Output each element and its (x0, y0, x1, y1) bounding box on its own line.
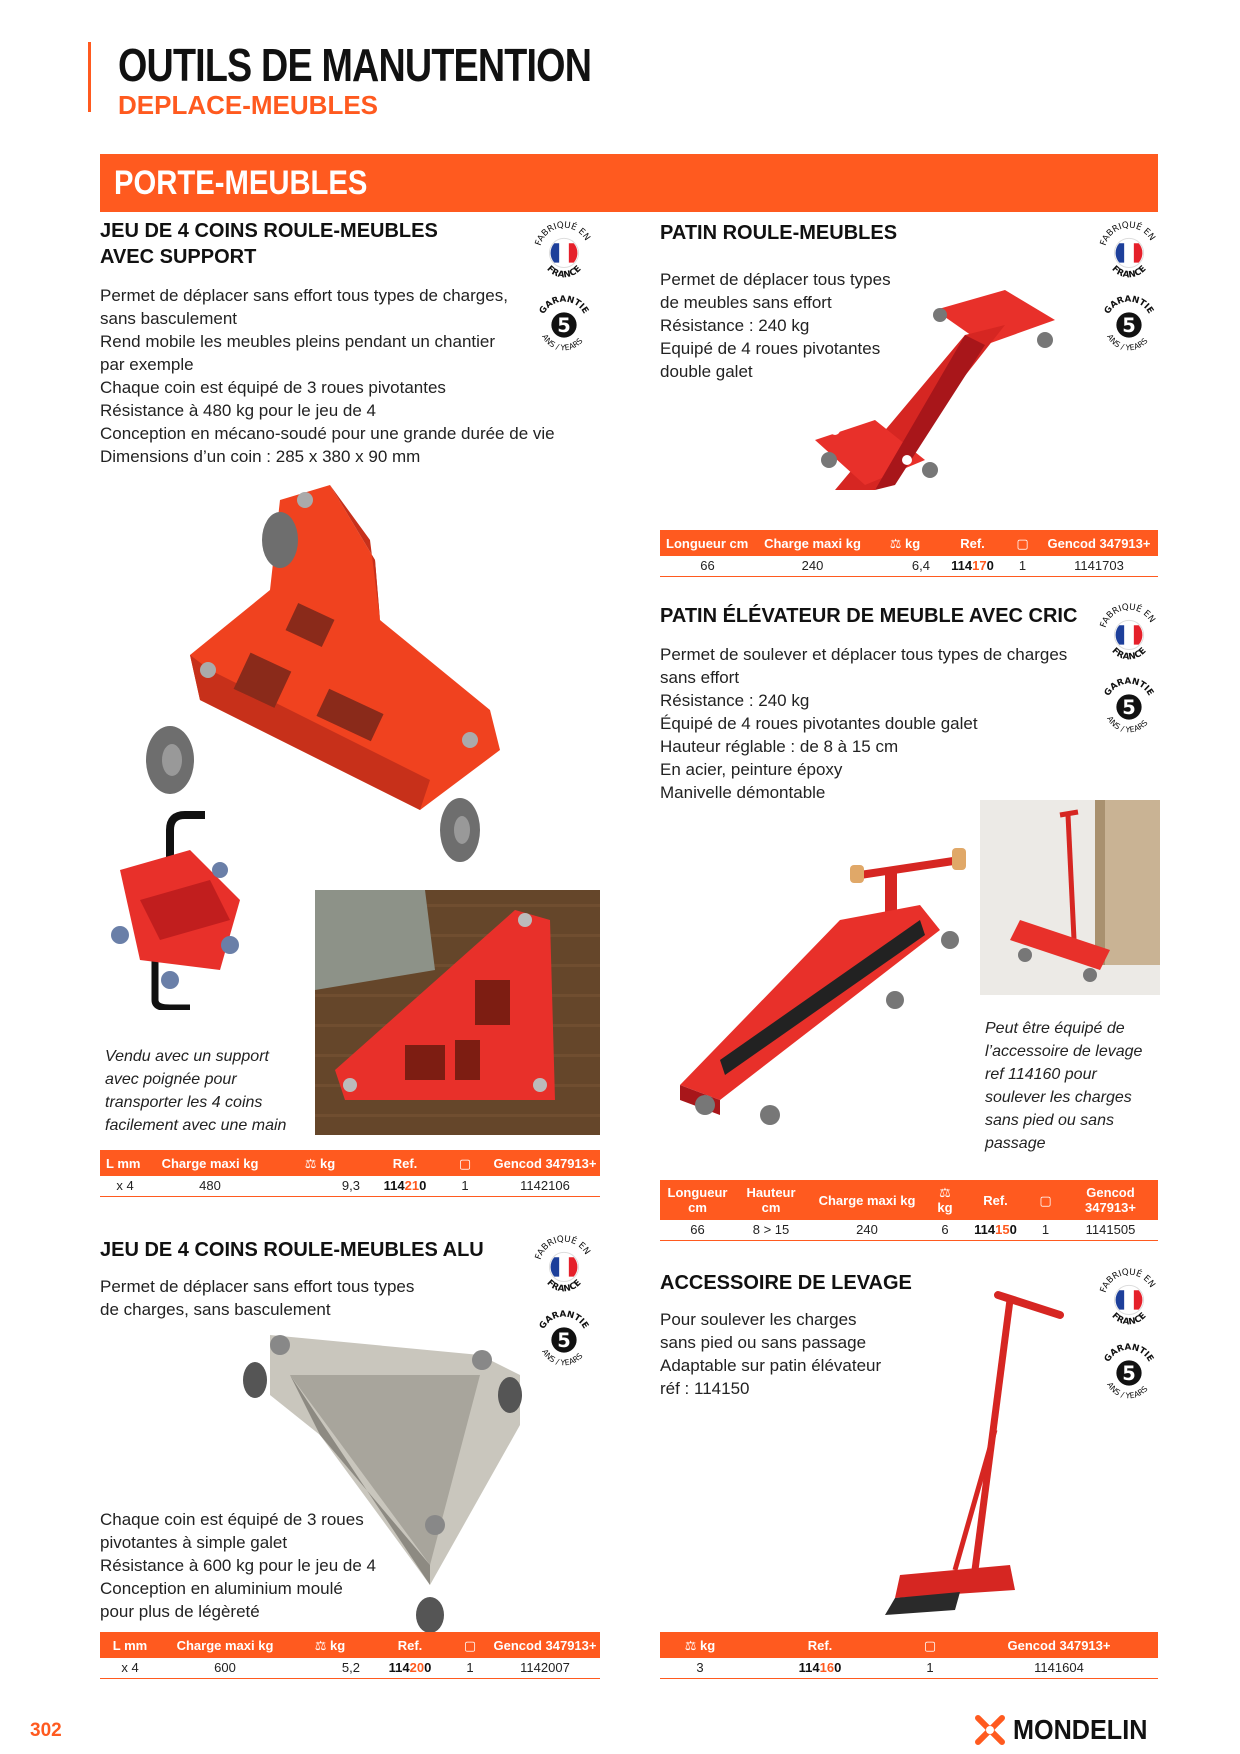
weight-icon: ⚖ kg (660, 1632, 740, 1658)
svg-text:5: 5 (1122, 695, 1136, 719)
svg-text:GARANTIE: GARANTIE (1102, 1342, 1156, 1365)
lifting-skate-with-jack-image (660, 810, 980, 1140)
svg-text:GARANTIE: GARANTIE (537, 1309, 591, 1332)
spec-table-accessoire: ⚖ kg Ref. ▢ Gencod 347913+ 3 114160 1 1141604 (660, 1632, 1158, 1679)
svg-text:FABRIQUÉ EN: FABRIQUÉ EN (533, 220, 592, 247)
brand-mark-icon (975, 1715, 1005, 1745)
page-title: OUTILS DE MANUTENTION (118, 39, 592, 91)
header-accent-bar (88, 42, 91, 112)
svg-text:GARANTIE: GARANTIE (1102, 294, 1156, 317)
package-icon: ▢ (1028, 1180, 1063, 1220)
warranty-5-years-badge (530, 1305, 598, 1373)
accessory-caption: Peut être équipé de l’accessoire de levage ref 114160 pour soulever les charges sans pied ou sans passage (985, 1020, 1143, 1152)
section-banner (100, 154, 1158, 212)
made-in-france-badge (1095, 1265, 1163, 1333)
svg-text:FRANCE: FRANCE (1109, 264, 1149, 281)
spec-table-patin: Longueur cm Charge maxi kg ⚖ kg Ref. ▢ Gencod 347913+ 66 240 6,4 114170 1 1141703 (660, 530, 1158, 577)
svg-text:FRANCE: FRANCE (1109, 1311, 1149, 1328)
corners-with-carry-handle-image (100, 810, 270, 1010)
made-in-france-badge (530, 1232, 598, 1300)
table-row: x 4 480 9,3 114210 1 1142106 (100, 1176, 600, 1196)
svg-text:GARANTIE: GARANTIE (537, 294, 591, 317)
product-title-corners-alu: JEU DE 4 COINS ROULE-MEUBLES ALU (100, 1239, 484, 1261)
product-title-patin: PATIN ROULE-MEUBLES (660, 222, 898, 244)
brand-name: MONDELIN (1013, 1714, 1148, 1745)
lifting-accessory-in-use-photo (980, 800, 1160, 995)
made-in-france-badge (1095, 218, 1163, 286)
warranty-5-years-badge (1095, 1338, 1163, 1406)
table-row: 66 240 6,4 114170 1 1141703 (660, 556, 1158, 576)
made-in-france-badge (530, 218, 598, 286)
product-description-corners-alu: Permet de déplacer sans effort tous types de charges, sans basculement (100, 1277, 415, 1319)
weight-icon: ⚖ kg (927, 1180, 963, 1220)
spec-table-corners-alu: L mm Charge maxi kg ⚖ kg Ref. ▢ Gencod 347913+ x 4 600 5,2 114200 1 1142007 (100, 1632, 600, 1679)
svg-text:FABRIQUÉ EN: FABRIQUÉ EN (1098, 602, 1157, 629)
svg-text:ANS / YEARS: ANS / YEARS (1105, 1380, 1150, 1401)
product-description-corners-support: Permet de déplacer sans effort tous types de charges, sans basculement Rend mobile les meubles pleins pendant un chantier par exemple Chaque coin est équipé de 3 roues pivotantes Résistance à 480 kg pour le jeu de 4 Conception en mécano-soudé pour une grande durée de vie Dimensions d’un coin : 285 x 380 x 90 mm (100, 286, 555, 466)
product-title-accessoire: ACCESSOIRE DE LEVAGE (660, 1272, 912, 1294)
svg-text:5: 5 (1122, 313, 1136, 337)
weight-icon: ⚖ kg (270, 1150, 370, 1176)
svg-text:5: 5 (557, 1328, 571, 1352)
corner-in-use-photo (315, 890, 600, 1135)
svg-text:FRANCE: FRANCE (544, 264, 584, 281)
table-row: x 4 600 5,2 114200 1 1142007 (100, 1658, 600, 1678)
product-description-accessoire: Pour soulever les charges sans pied ou sans passage Adaptable sur patin élévateur réf : 114150 (660, 1310, 882, 1398)
furniture-skate-image (815, 290, 1075, 515)
support-caption: Vendu avec un support avec poignée pour transporter les 4 coins facilement avec une main (105, 1048, 287, 1134)
weight-icon: ⚖ kg (870, 530, 940, 556)
page-number: 302 (30, 1720, 62, 1741)
svg-text:FRANCE: FRANCE (1109, 646, 1149, 663)
warranty-5-years-badge (1095, 672, 1163, 740)
svg-text:FABRIQUÉ EN: FABRIQUÉ EN (1098, 220, 1157, 247)
warranty-5-years-badge (1095, 290, 1163, 358)
svg-text:ANS / YEARS: ANS / YEARS (540, 332, 585, 353)
product-title-patin-elevateur: PATIN ÉLÉVATEUR DE MEUBLE AVEC CRIC (660, 605, 1078, 627)
warranty-5-years-badge (530, 290, 598, 358)
package-icon: ▢ (900, 1632, 960, 1658)
table-row: 66 8 > 15 240 6 114150 1 1141505 (660, 1220, 1158, 1240)
svg-text:FABRIQUÉ EN: FABRIQUÉ EN (1098, 1267, 1157, 1294)
product-features-corners-alu: Chaque coin est équipé de 3 roues pivotantes à simple galet Résistance à 600 kg pour le jeu de 4 Conception en aluminium moulé pour plus de légèreté (100, 1510, 376, 1621)
product-description-patin-elevateur: Permet de soulever et déplacer tous types de charges sans effort Résistance : 240 kg Équipé de 4 roues pivotantes double galet Hauteur réglable : de 8 à 15 cm En acier, peinture époxy Manivelle démontable (660, 645, 1068, 802)
package-icon: ▢ (1005, 530, 1040, 556)
lifting-accessory-image (880, 1280, 1080, 1620)
section-title: PORTE-MEUBLES (114, 164, 368, 202)
product-description-patin: Permet de déplacer tous types de meubles sans effort Résistance : 240 kg Equipé de 4 roues pivotantes double galet (660, 270, 891, 381)
table-row: 3 114160 1 1141604 (660, 1658, 1158, 1678)
weight-icon: ⚖ kg (290, 1632, 370, 1658)
package-icon: ▢ (440, 1150, 490, 1176)
svg-text:5: 5 (1122, 1361, 1136, 1385)
made-in-france-badge (1095, 600, 1163, 668)
product-title-corners-support: JEU DE 4 COINS ROULE-MEUBLES AVEC SUPPORT (100, 220, 438, 268)
spec-table-corners-support: L mm Charge maxi kg ⚖ kg Ref. ▢ Gencod 347913+ x 4 480 9,3 114210 1 1142106 (100, 1150, 600, 1197)
brand-logo (975, 1712, 1162, 1748)
page-subtitle: DEPLACE-MEUBLES (118, 90, 379, 120)
svg-text:GARANTIE: GARANTIE (1102, 676, 1156, 699)
svg-text:FABRIQUÉ EN: FABRIQUÉ EN (533, 1234, 592, 1261)
spec-table-patin-elevateur: Longueur cm Hauteur cm Charge maxi kg ⚖ kg Ref. ▢ Gencod 347913+ 66 8 > 15 240 6 114150 1 1141505 (660, 1180, 1158, 1241)
svg-text:ANS / YEARS: ANS / YEARS (1105, 332, 1150, 353)
svg-text:5: 5 (557, 313, 571, 337)
package-icon: ▢ (450, 1632, 490, 1658)
svg-text:ANS / YEARS: ANS / YEARS (540, 1347, 585, 1368)
svg-text:ANS / YEARS: ANS / YEARS (1105, 714, 1150, 735)
svg-text:FRANCE: FRANCE (544, 1278, 584, 1295)
